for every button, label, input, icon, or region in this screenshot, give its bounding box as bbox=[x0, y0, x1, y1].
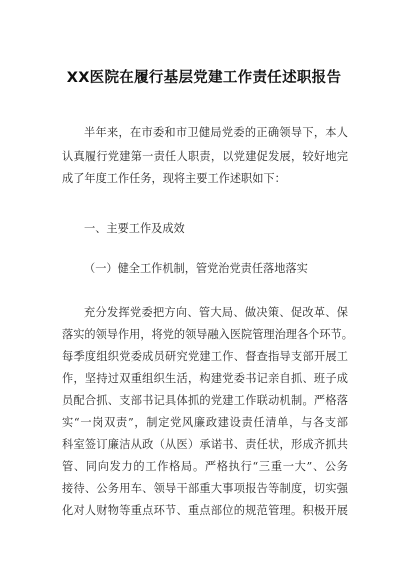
subsection-heading: （一）健全工作机制，管党治党责任落地落实 bbox=[84, 262, 308, 275]
body-line-5: 员配合抓、支部书记具体抓的党建工作联动机制。严格落 bbox=[62, 394, 348, 407]
body-line-1: 充分发挥党委把方向、管大局、做决策、促改革、保 bbox=[84, 306, 348, 319]
body-line-7: 科室签订廉洁从政（从医）承诺书、责任状，形成齐抓共 bbox=[62, 438, 348, 451]
intro-line-3: 成了年度工作任务，现将主要工作述职如下： bbox=[62, 172, 286, 185]
section-heading: 一、主要工作及成效 bbox=[84, 222, 185, 235]
body-line-3: 每季度组织党委成员研究党建工作、督查指导支部开展工 bbox=[62, 350, 348, 363]
body-line-10: 化对人财物等重点环节、重点部位的规范管理。积极开展 bbox=[62, 504, 348, 517]
body-line-6: 实“一岗双责”，制定党风廉政建设责任清单，与各支部 bbox=[62, 416, 348, 429]
document-title: XX医院在履行基层党建工作责任述职报告 bbox=[66, 70, 342, 86]
intro-line-2: 认真履行党建第一责任人职责，以党建促发展，较好地完 bbox=[62, 150, 348, 163]
body-line-4: 作，坚持过双重组织生活，构建党委书记亲自抓、班子成 bbox=[62, 372, 348, 385]
body-line-9: 接待、公务用车、领导干部重大事项报告等制度，切实强 bbox=[62, 482, 348, 495]
body-line-2: 落实的领导作用，将党的领导融入医院管理治理各个环节。 bbox=[62, 328, 353, 341]
intro-line-1: 半年来，在市委和市卫健局党委的正确领导下，本人 bbox=[84, 126, 348, 139]
body-line-8: 管、同向发力的工作格局。严格执行“三重一大”、公务 bbox=[62, 460, 348, 473]
